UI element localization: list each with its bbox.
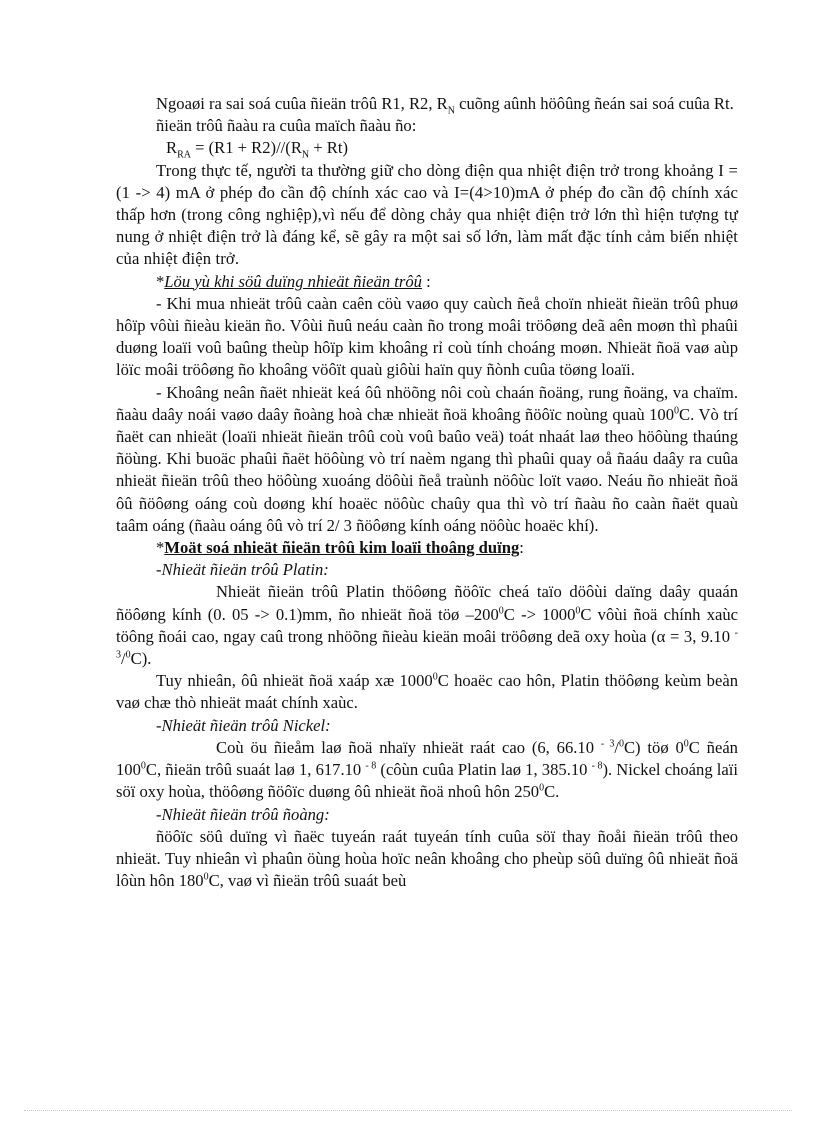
superscript: - 3	[116, 627, 738, 661]
text: = (R1 + R2)//(R	[190, 138, 302, 158]
text: C ñeán 100	[116, 737, 738, 780]
paragraph-platinum-limits	[116, 670, 738, 714]
text: /	[614, 737, 619, 757]
subscript: N	[301, 149, 310, 161]
heading-text: Löu yù khi söû duïng nhieät ñieän trôû	[164, 271, 422, 291]
superscript: 0	[683, 738, 689, 750]
text: Nhieät ñieän trôû Platin thöôøng ñöôïc cheá taïo döôùi daïng daây quaán ñöôøng kính (0. 05 -> 0.1)mm, ño nhieät ñoä töø –200	[116, 582, 738, 624]
paragraph-sensitivity	[116, 93, 738, 115]
subscript: N	[447, 105, 455, 117]
text: Ngoaøi ra sai soá cuûa ñieän trôû R1, R2, R	[156, 94, 448, 113]
text: - Khoâng neân ñaët nhieät keá ôû nhöõng nôi coù chaán ñoäng, rung ñoäng, va chaïm. ñaàu daây noái vaøo daây ñoàng hoà chæ nhieät ñoä khoâng ñöôïc noùng quaù 100	[116, 382, 738, 424]
paragraph-nickel	[116, 737, 738, 804]
superscript: 0	[618, 738, 624, 750]
text: ñöôïc söû duïng vì ñaëc tuyeán raát tuyeán tính cuûa söï thay ñoåi ñieän trôû theo nhieät. Tuy nhieân vì phaûn öùng hoùa hoïc neân khoâng cho pheùp söû duïng ôû nhieät ñoä lôùn hôn 180	[116, 826, 738, 891]
superscript: 0	[575, 605, 581, 617]
paragraph-platinum	[116, 581, 738, 670]
superscript: 0	[498, 605, 504, 617]
subheading-nickel: -Nhieät ñieän trôû Nickel:	[156, 715, 331, 735]
text: C.	[544, 782, 560, 802]
text: :	[519, 538, 524, 558]
text: *	[156, 538, 165, 558]
heading-text: Moät soá nhieät ñieän trôû kim loaïi thoâng duïng	[164, 538, 520, 558]
text: (côùn cuûa Platin laø 1, 385.10	[376, 760, 592, 780]
subheading-copper: -Nhieät ñieän trôû ñoàng:	[156, 804, 330, 824]
text: cuõng aûnh höôûng ñeán sai soá cuûa Rt.	[454, 94, 734, 113]
superscript: - 8	[365, 760, 377, 772]
paragraph-output-resistance: ñieän trôû ñaàu ra cuûa maïch ñaàu ño:	[156, 116, 417, 136]
document-body	[116, 93, 738, 892]
text: + Rt)	[309, 138, 348, 158]
subscript: RA	[177, 149, 191, 161]
paragraph-note-purchase: - Khi mua nhieät trôû caàn caên cöù vaøo quy caùch ñeå choïn nhieät ñieän trôû phuø hôïp vôùi ñieàu kieän ño. Vôùi ñuû neáu caàn ño trong moâi tröôøng deã aên moøn thì phaûi duøng loaïi voû baûng theùp hôïp kim khoâng rỉ coù tính choáng moøn. Nhieät ñoä vaø aùp löïc moâi tröôøng ño khoâng vöôït quaù giôùi haïn quy ñònh cuûa töøng loaïi.	[116, 293, 738, 380]
page-bottom-divider	[24, 1110, 792, 1111]
text: *	[156, 271, 165, 291]
text: Tuy nhieân, ôû nhieät ñoä xaáp xæ 1000	[156, 671, 433, 691]
text: C -> 1000	[503, 604, 576, 624]
text: R	[166, 138, 178, 158]
superscript: 0	[432, 671, 438, 683]
section-heading-metal-rtd	[116, 537, 738, 559]
paragraph-note-installation	[116, 382, 738, 537]
text: ). Nickel choáng laïi söï oxy hoùa, thöôøng ñöôïc duøng ôû nhieät ñoä nhoû hôn 250	[116, 760, 738, 802]
superscript: 0	[539, 782, 545, 794]
superscript: - 8	[591, 760, 603, 772]
text: Coù öu ñieåm laø ñoä nhaïy nhieät raát cao (6, 66.10	[216, 737, 601, 757]
superscript: 0	[125, 649, 131, 661]
text: /	[121, 649, 126, 669]
text: C vôùi ñoä chính xaùc töông ñoái cao, ngay caû trong nhöõng ñieàu kieän moâi tröôøng deã oxy hoùa (α = 3, 9.10	[116, 604, 739, 646]
text: C. Vò trí ñaët can nhieät (loaïi nhieät ñieän trôû coù voû baûo veä) toát nhaát laø theo höôùng thaúng ñöùng. Khi buoäc phaûi ñaët höôùng vò trí naèm ngang thì phaûi quay oå ñaáu daây ra cuûa nhieät ñieän trôû theo höôùng xuoáng döôùi ñeå traùnh nöôùc loït vaøo. Neáu ño nhieät ñoä ôû ñöôøng oáng coù doøng khí hoaëc nöôùc chaûy qua thì vò trí ñaàu ño caàn ñaët quaù taâm oáng (ñaàu oáng ôû vò trí 2/ 3 ñöôøng kính oáng nöôùc hoaëc khí).	[116, 404, 738, 535]
text: C hoaëc cao hôn, Platin thöôøng keùm beàn vaø chæ thò nhieät maát chính xaùc.	[116, 671, 738, 713]
text: C, vaø vì ñieän trôû suaát beù	[208, 871, 407, 891]
text: C, ñieän trôû suaát laø 1, 617.10	[145, 760, 366, 780]
superscript: 0	[674, 405, 680, 417]
subheading-platinum: -Nhieät ñieän trôû Platin:	[156, 560, 329, 580]
superscript: 0	[140, 760, 146, 772]
superscript: - 3	[600, 738, 615, 750]
text: C).	[130, 649, 152, 669]
paragraph-copper	[116, 826, 738, 893]
paragraph-current-range: Trong thực tế, người ta thường giữ cho dòng điện qua nhiệt điện trở trong khoảng I = (1 -> 4) mA ở phép đo cần độ chính xác cao và I=(4>10)mA ở phép đo cần độ chính xác thấp hơn (trong công nghiệp),vì nếu để dòng chảy qua nhiệt điện trở lớn thì hiện tượng tự nung ở nhiệt điện trở là đáng kể, sẽ gây ra một sai số lớn, làm mất đặc tính cảm biến nhiệt của nhiệt điện trở.	[116, 160, 738, 269]
text: C) töø 0	[623, 737, 684, 757]
formula-rra	[116, 137, 738, 159]
superscript: 0	[203, 871, 209, 883]
section-heading-notes	[116, 271, 738, 293]
text: :	[421, 271, 431, 291]
